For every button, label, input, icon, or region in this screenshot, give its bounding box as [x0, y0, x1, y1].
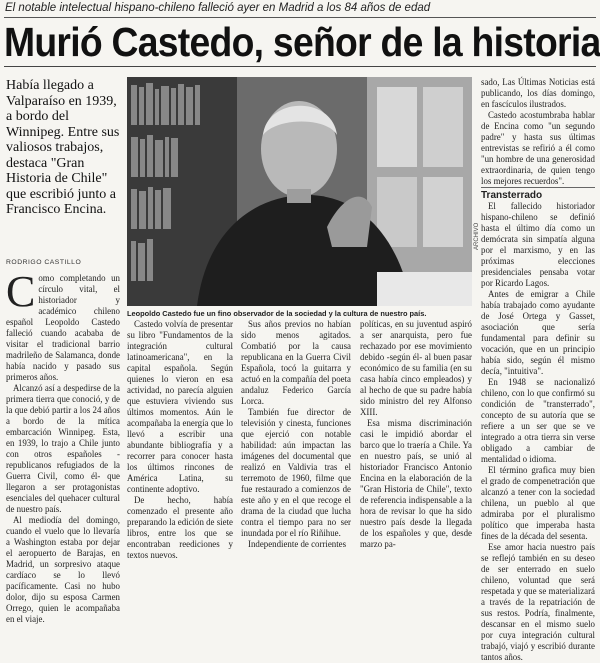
photo-credit: ARCHIVO: [474, 222, 480, 250]
paragraph: Castedo volvía de presentar su libro "Fundamentos de la integración cultural latinoamericana", en la capital española. Según quienes lo vieron en esa actividad, no parecía alguien que estuviera viviendo sus últimos momentos. Aún le acompañaba la energía que lo llevó a escribir una abundante bibliografía y a recorrer para conocer hasta los últimos rincones de América Latina, su continente adoptivo.: [127, 319, 233, 494]
paragraph: Independiente de corrientes: [248, 539, 347, 549]
column-2: [127, 319, 233, 560]
paragraph: Sus años previos no habían sido menos agitados. Combatió por la causa republicana en la Guerra Civil Española, tocó la guitarra y actuó en la compañía del poeta andaluz Federico García Lorca.: [241, 319, 351, 406]
headline: Murió Castedo, señor de la historia: [4, 19, 600, 65]
paragraph: Alcanzó así a despedirse de la primera tierra que conoció, y de la que debió partir a los 24 años a bordo de la mítica embarcación Winnipeg. Esta, en 1939, lo trajo a Chile junto con otros españoles -republicanos refugiados de la Guerra Civil, como él- que llegaron a ser protagonistas esenciales del quehacer cultural de nuestro país.: [6, 383, 120, 514]
paragraph: políticas, en su juventud aspiró a ser anarquista, pero fue rechazado por ese movimiento debido -según él- al buen pasar económico de su familia (en su casa había cinco empleados) y al hecho de que su padre había sido ministro del rey Alfonso XIII.: [360, 319, 472, 417]
paragraph: sado, Las Últimas Noticias está publicando, los días domingo, en fascículos ilustrados.: [481, 77, 595, 109]
photo: [127, 77, 472, 306]
column-3: [241, 319, 351, 549]
photo-caption: Leopoldo Castedo fue un fino observador de la sociedad y la cultura de nuestro país.: [127, 309, 427, 318]
paragraph: omo completando un círculo vital, el historiador y académico chileno español Leopoldo Castedo falleció cuando acababa de visitar el tradicional barrio madrileño de Salamanca, donde había nacido y pasado sus primeros años.: [6, 273, 120, 382]
column-4: [360, 319, 472, 549]
paragraph: El fallecido historiador hispano-chileno se definió hasta el último día como un demócrata sin simpatía alguna por el marxismo, y en las próximas elecciones presidenciales pensaba votar por Ricardo Lagos.: [481, 201, 595, 288]
paragraph: Al mediodía del domingo, cuando el vuelo que lo llevaría a Washington estaba por dejar el aeropuerto de Barajas, en Madrid, un sorpresivo ataque cardíaco se lo llevó pacíficamente. Casi no hubo dolor, dijo su esposa Carmen Orrego, quien le acompañaba en el viaje.: [6, 515, 120, 624]
byline: RODRIGO CASTILLO: [6, 259, 82, 266]
paragraph: Ese amor hacia nuestro país se reflejó también en su deseo de ser enterrado en suelo chileno, voluntad que será respetada y que se materializará a través de la repatriación de sus restos. Podría, finalmente, descansar en el mismo suelo por cuya integración cultural trabajó, viajó y escribió durante tantos años.: [481, 542, 595, 662]
paragraph: También fue director de televisión y cinesta, funciones que ejerció con notable habilidad: aún impactan las imágenes del documental que realizó en Valdivia tras el terremoto de 1960, filme que fue restaurado a comienzos de este año y en el que recoge el drama de la ciudad que lucha contra el tiempo para no ser inundada por el río Riñihue.: [241, 407, 351, 538]
headline-rule: [4, 66, 596, 67]
paragraph: En 1948 se nacionalizó chileno, con lo que confirmó su condición de "transterrado", concepto de su autoría que se refiere a un ser que se ve integrado a otra tierra sin verse obligado a cambiar de mentalidad o idioma.: [481, 377, 595, 464]
paragraph: Castedo acostumbraba hablar de Encina como "un segundo padre" y hasta sus últimas entrevistas se refirió a él como "un hombre de una generosidad extraordinaria, de quien tengo los mejores recuerdos".: [481, 110, 595, 186]
portrait-photo: [127, 77, 472, 306]
top-rule: [4, 17, 596, 18]
paragraph: El término grafica muy bien el grado de compenetración que alcanzó a tener con la sociedad chilena, un pueblo al que admiraba por el pluralismo político que imperaba hasta fines de la década del sesenta.: [481, 465, 595, 541]
drop-cap: C: [6, 267, 36, 316]
subheading: Transterrado: [481, 187, 595, 201]
paragraph: De hecho, había comenzado el presente año preparando la edición de siete libros, entre los que se encontraban reediciones y textos nuevos.: [127, 495, 233, 560]
deck: Había llegado a Valparaíso en 1939, a bordo del Winnipeg. Entre sus valiosos trabajos, destaca "Gran Historia de Chile" que escribió junto a Francisco Encina.: [6, 78, 120, 217]
paragraph: Esa misma discriminación casi le impidió abordar el barco que lo traería a Chile. Ya en nuestro país, se unió al historiador Francisco Antonio Encina en la elaboración de la "Gran Historia de Chile", texto de referencia indispensable a la hora de revisar lo que ha sido nuestro país desde la llegada de los españoles y que, desde marzo pa-: [360, 418, 472, 549]
column-1: [6, 267, 120, 624]
paragraph: Antes de emigrar a Chile había trabajado como ayudante de José Ortega y Gasset, asociación que sería fundamental para definir su vocación, que en un principio había sido, según él mismo decía, "intuitiva".: [481, 289, 595, 376]
kicker: El notable intelectual hispano-chileno falleció ayer en Madrid a los 84 años de edad: [5, 2, 431, 14]
column-5: [481, 77, 595, 662]
